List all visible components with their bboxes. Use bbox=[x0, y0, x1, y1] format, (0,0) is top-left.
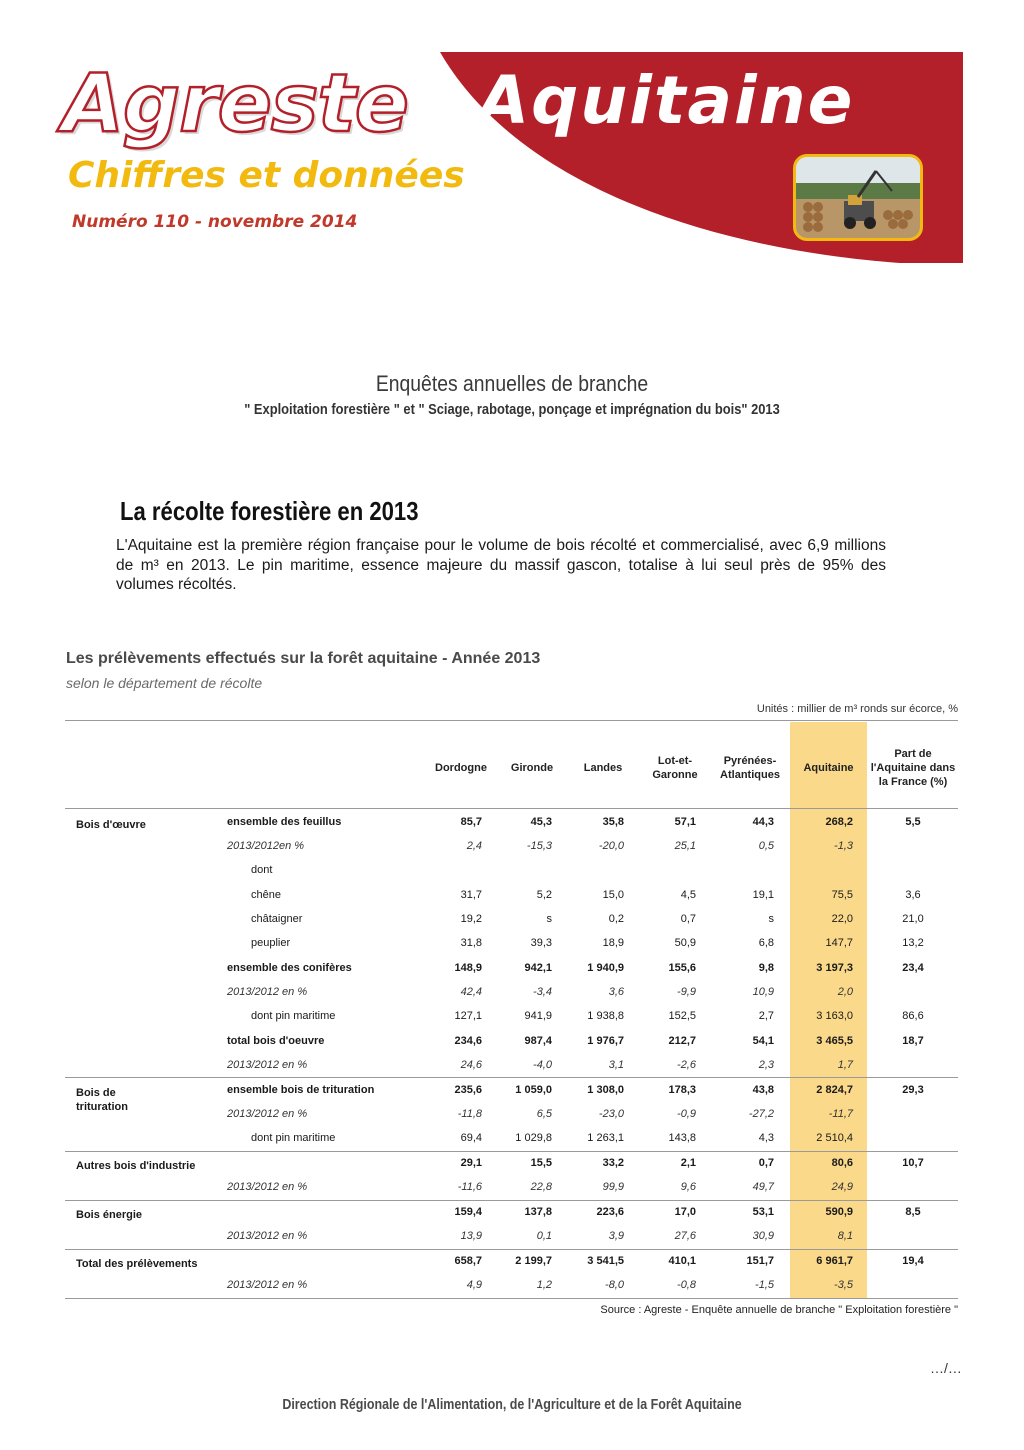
table-cell: -2,6 bbox=[677, 1059, 696, 1071]
table-cell: 30,9 bbox=[752, 1230, 774, 1242]
table-cell: 1 263,1 bbox=[587, 1132, 624, 1144]
row-label: ensemble des feuillus bbox=[227, 816, 342, 828]
row-label: 2013/2012 en % bbox=[227, 1230, 308, 1242]
table-cell: -1,3 bbox=[834, 840, 853, 852]
table-cell: 2,7 bbox=[758, 1010, 774, 1022]
table-cell: s bbox=[546, 913, 552, 925]
table-cell: 3 163,0 bbox=[816, 1010, 853, 1022]
table-cell: 152,5 bbox=[668, 1010, 696, 1022]
row-label: ensemble des conifères bbox=[227, 962, 352, 974]
row-label: peuplier bbox=[251, 937, 291, 949]
table-cell: 178,3 bbox=[668, 1084, 696, 1096]
row-label: 2013/2012 en % bbox=[227, 1181, 308, 1193]
row-label: dont pin maritime bbox=[251, 1132, 336, 1144]
table-cell: 3 465,5 bbox=[816, 1035, 853, 1047]
table-cell: 658,7 bbox=[454, 1255, 482, 1267]
table-cell: 57,1 bbox=[674, 816, 696, 828]
table-cell: 2,3 bbox=[758, 1059, 774, 1071]
table-cell: -8,0 bbox=[605, 1279, 624, 1291]
table-cell: s bbox=[768, 913, 774, 925]
table-cell: -4,0 bbox=[533, 1059, 552, 1071]
survey-subtitle: " Exploitation forestière " et " Sciage, rabotage, ponçage et imprégnation du bois" 2013 bbox=[244, 401, 780, 418]
table-cell: 8,5 bbox=[905, 1206, 921, 1218]
table-cell: 17,0 bbox=[674, 1206, 696, 1218]
table-cell: 234,6 bbox=[454, 1035, 482, 1047]
table-cell: 410,1 bbox=[668, 1255, 696, 1267]
row-label: dont bbox=[251, 864, 273, 876]
table-cell: 49,7 bbox=[752, 1181, 774, 1193]
issue-number: Numéro 110 - novembre 2014 bbox=[72, 212, 358, 232]
table-cell: 33,2 bbox=[602, 1157, 624, 1169]
table-cell: 0,7 bbox=[680, 913, 696, 925]
table-cell: 155,6 bbox=[668, 962, 696, 974]
column-header: Dordogne bbox=[435, 762, 487, 774]
brand-logo: Agreste bbox=[62, 57, 409, 150]
table-cell: 223,6 bbox=[596, 1206, 624, 1218]
table-cell: 0,5 bbox=[758, 840, 774, 852]
table-cell: 13,2 bbox=[902, 937, 924, 949]
table-cell: 50,9 bbox=[674, 937, 696, 949]
table-cell: -9,9 bbox=[677, 986, 696, 998]
table-cell: 13,9 bbox=[460, 1230, 482, 1242]
table-cell: 31,8 bbox=[460, 937, 482, 949]
table-cell: 127,1 bbox=[454, 1010, 482, 1022]
publication-subtitle: Chiffres et données bbox=[68, 155, 465, 196]
table-cell: 43,8 bbox=[752, 1084, 774, 1096]
table-divider bbox=[65, 1298, 958, 1299]
table-cell: 19,4 bbox=[902, 1255, 924, 1267]
table-cell: 159,4 bbox=[454, 1206, 482, 1218]
table-cell: 18,9 bbox=[602, 937, 624, 949]
table-cell: 1,2 bbox=[536, 1279, 552, 1291]
table-cell: -0,8 bbox=[677, 1279, 696, 1291]
table-cell: 143,8 bbox=[668, 1132, 696, 1144]
table-cell: 1 940,9 bbox=[587, 962, 624, 974]
table-cell: 9,6 bbox=[680, 1181, 696, 1193]
table-cell: 45,3 bbox=[530, 816, 552, 828]
table-cell: 24,6 bbox=[460, 1059, 482, 1071]
table-cell: 6,8 bbox=[758, 937, 774, 949]
table-cell: 0,1 bbox=[536, 1230, 552, 1242]
table-cell: 2 824,7 bbox=[816, 1084, 853, 1096]
table-cell: 5,2 bbox=[536, 889, 552, 901]
table-cell: -11,6 bbox=[457, 1181, 482, 1193]
table-cell: 2 199,7 bbox=[515, 1255, 552, 1267]
row-label: 2013/2012 en % bbox=[227, 1108, 308, 1120]
table-cell: 1 029,8 bbox=[515, 1132, 552, 1144]
table-cell: 69,4 bbox=[460, 1132, 482, 1144]
table-cell: 15,0 bbox=[602, 889, 624, 901]
row-label: total bois d'oeuvre bbox=[227, 1035, 325, 1047]
table-cell: 42,4 bbox=[460, 986, 482, 998]
table-cell: 22,0 bbox=[831, 913, 853, 925]
intro-paragraph: L'Aquitaine est la première région française pour le volume de bois récolté et commercialisé, avec 6,9 millions de m³ en 2013. Le pin maritime, essence majeure du massif gascon, totalise à lui seul près de 95% des volumes récoltés. bbox=[116, 537, 886, 593]
row-label: 2013/2012 en % bbox=[227, 1059, 308, 1071]
table-cell: 151,7 bbox=[746, 1255, 774, 1267]
table-cell: 3,9 bbox=[608, 1230, 624, 1242]
row-label: ensemble bois de trituration bbox=[227, 1084, 375, 1096]
table-title: Les prélèvements effectués sur la forêt aquitaine - Année 2013 bbox=[66, 650, 541, 667]
table-cell: 0,2 bbox=[608, 913, 624, 925]
table-source: Source : Agreste - Enquête annuelle de branche " Exploitation forestière " bbox=[600, 1304, 958, 1316]
table-divider bbox=[65, 1200, 958, 1201]
table-cell: 19,2 bbox=[460, 913, 482, 925]
column-header: Gironde bbox=[510, 762, 554, 774]
table-cell: 29,1 bbox=[460, 1157, 482, 1169]
table-cell: -3,4 bbox=[533, 986, 552, 998]
table-cell: 2,0 bbox=[837, 986, 853, 998]
column-header: Lot-et-Garonne bbox=[652, 755, 698, 781]
row-group-label: Bois de trituration bbox=[76, 1087, 128, 1113]
table-cell: 137,8 bbox=[524, 1206, 552, 1218]
table-cell: 2 510,4 bbox=[816, 1132, 853, 1144]
row-group-label: Total des prélèvements bbox=[76, 1258, 198, 1270]
table-cell: 23,4 bbox=[902, 962, 924, 974]
column-header: Part de l'Aquitaine dans la France (%) bbox=[870, 748, 956, 788]
table-cell: -20,0 bbox=[598, 840, 624, 852]
table-cell: 31,7 bbox=[460, 889, 482, 901]
table-cell: 1 938,8 bbox=[587, 1010, 624, 1022]
table-cell: 9,8 bbox=[758, 962, 774, 974]
table-cell: 5,5 bbox=[905, 816, 921, 828]
table-cell: 942,1 bbox=[524, 962, 552, 974]
table-cell: 147,7 bbox=[825, 937, 853, 949]
table-cell: -27,2 bbox=[748, 1108, 774, 1120]
table-cell: -3,5 bbox=[834, 1279, 853, 1291]
table-cell: 85,7 bbox=[460, 816, 482, 828]
table-cell: 25,1 bbox=[674, 840, 696, 852]
table-cell: -23,0 bbox=[598, 1108, 624, 1120]
table-subtitle: selon le département de récolte bbox=[66, 675, 263, 691]
table-divider bbox=[65, 720, 958, 721]
table-cell: 1,7 bbox=[837, 1059, 853, 1071]
table-cell: 941,9 bbox=[524, 1010, 552, 1022]
table-cell: 15,5 bbox=[530, 1157, 552, 1169]
brand-region: Aquitaine bbox=[478, 62, 855, 139]
table-cell: 4,9 bbox=[466, 1279, 482, 1291]
table-cell: 3 541,5 bbox=[587, 1255, 624, 1267]
table-cell: 4,5 bbox=[680, 889, 696, 901]
table-cell: 6,5 bbox=[536, 1108, 552, 1120]
table-cell: -0,9 bbox=[677, 1108, 696, 1120]
table-cell: 10,7 bbox=[902, 1157, 924, 1169]
table-cell: 1 308,0 bbox=[587, 1084, 624, 1096]
table-cell: 44,3 bbox=[752, 816, 774, 828]
table-cell: 4,3 bbox=[758, 1132, 774, 1144]
table-cell: 3,6 bbox=[905, 889, 921, 901]
table-cell: 19,1 bbox=[752, 889, 774, 901]
section-title: La récolte forestière en 2013 bbox=[120, 496, 419, 526]
table-cell: 22,8 bbox=[530, 1181, 552, 1193]
table-cell: 21,0 bbox=[902, 913, 924, 925]
table-cell: 1 976,7 bbox=[587, 1035, 624, 1047]
table-cell: 3 197,3 bbox=[816, 962, 853, 974]
forestry-photo bbox=[793, 154, 923, 241]
column-header: Pyrénées-Atlantiques bbox=[720, 755, 780, 781]
table-cell: 29,3 bbox=[902, 1084, 924, 1096]
table-cell: -15,3 bbox=[526, 840, 552, 852]
column-header: Landes bbox=[583, 762, 623, 774]
table-divider bbox=[65, 1249, 958, 1250]
table-cell: -11,7 bbox=[828, 1108, 853, 1120]
table-cell: 3,6 bbox=[608, 986, 624, 998]
table-cell: 10,9 bbox=[752, 986, 774, 998]
table-cell: 212,7 bbox=[668, 1035, 696, 1047]
table-cell: 3,1 bbox=[608, 1059, 624, 1071]
column-header: Aquitaine bbox=[803, 762, 854, 774]
table-divider bbox=[65, 1077, 958, 1078]
table-cell: 8,1 bbox=[837, 1230, 853, 1242]
table-cell: 148,9 bbox=[454, 962, 482, 974]
table-cell: 235,6 bbox=[454, 1084, 482, 1096]
row-group-label: Autres bois d'industrie bbox=[76, 1160, 196, 1172]
row-label: 2013/2012 en % bbox=[227, 986, 308, 998]
table-cell: 54,1 bbox=[752, 1035, 774, 1047]
table-cell: 987,4 bbox=[524, 1035, 552, 1047]
table-cell: 75,5 bbox=[831, 889, 853, 901]
row-label: châtaigner bbox=[251, 913, 303, 925]
table-cell: 99,9 bbox=[602, 1181, 624, 1193]
table-cell: 24,9 bbox=[831, 1181, 853, 1193]
table-cell: 0,7 bbox=[758, 1157, 774, 1169]
row-label: 2013/2012en % bbox=[227, 840, 305, 852]
continued-marker: …/… bbox=[930, 1360, 962, 1376]
table-divider bbox=[65, 808, 958, 809]
row-label: dont pin maritime bbox=[251, 1010, 336, 1022]
footer-organization: Direction Régionale de l'Alimentation, de l'Agriculture et de la Forêt Aquitaine bbox=[282, 1397, 742, 1413]
table-cell: 6 961,7 bbox=[816, 1255, 853, 1267]
table-cell: 2,1 bbox=[680, 1157, 696, 1169]
table-cell: 35,8 bbox=[602, 816, 624, 828]
table-cell: -1,5 bbox=[755, 1279, 774, 1291]
table-cell: 39,3 bbox=[530, 937, 552, 949]
table-cell: -11,8 bbox=[457, 1108, 482, 1120]
table-cell: 86,6 bbox=[902, 1010, 924, 1022]
row-label: chêne bbox=[251, 889, 281, 901]
row-label: 2013/2012 en % bbox=[227, 1279, 308, 1291]
table-cell: 268,2 bbox=[825, 816, 853, 828]
table-cell: 27,6 bbox=[674, 1230, 696, 1242]
table-cell: 80,6 bbox=[831, 1157, 853, 1169]
table-cell: 1 059,0 bbox=[515, 1084, 552, 1096]
row-group-label: Bois d'œuvre bbox=[76, 819, 146, 831]
table-cell: 18,7 bbox=[902, 1035, 924, 1047]
table-units: Unités : millier de m³ ronds sur écorce, % bbox=[756, 703, 958, 715]
table-cell: 53,1 bbox=[752, 1206, 774, 1218]
table-cell: 590,9 bbox=[825, 1206, 853, 1218]
table-cell: 2,4 bbox=[466, 840, 482, 852]
table-divider bbox=[65, 1151, 958, 1152]
survey-title: Enquêtes annuelles de branche bbox=[375, 371, 649, 396]
row-group-label: Bois énergie bbox=[76, 1209, 143, 1221]
